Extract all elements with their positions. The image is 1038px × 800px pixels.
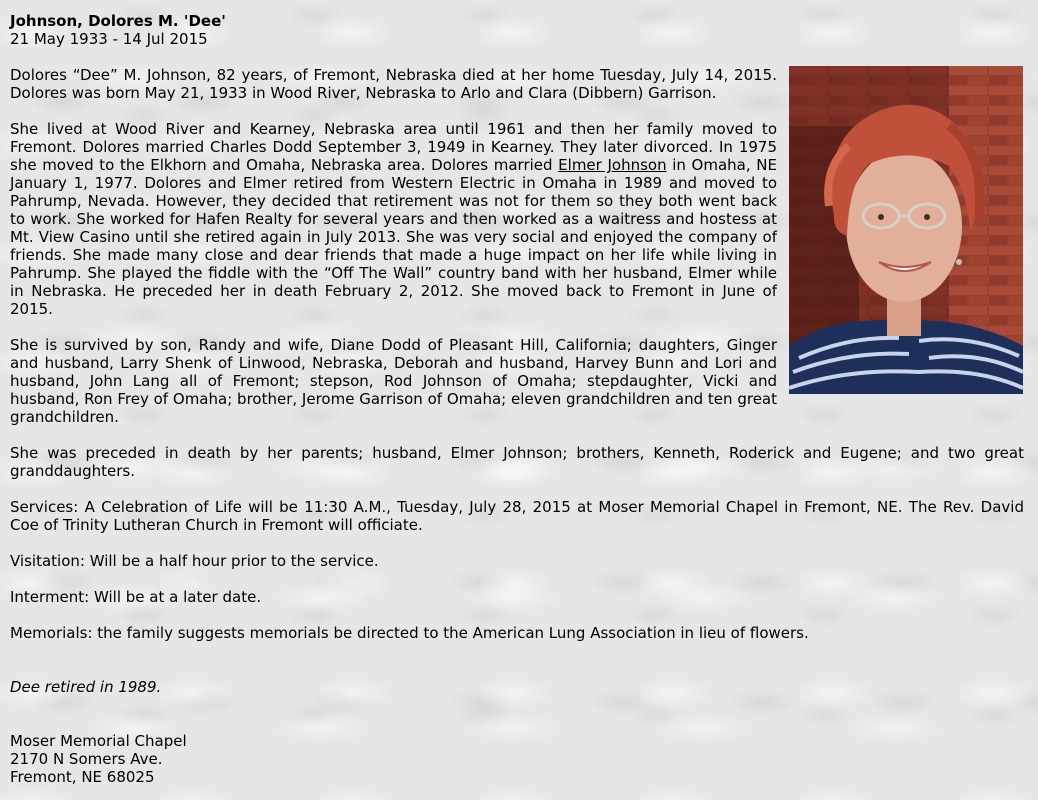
- retirement-note: Dee retired in 1989.: [10, 678, 162, 696]
- paragraph-life-text-after: in Omaha, NE January 1, 1977. Dolores and Elmer retired from Western Electric in Omaha in 1989 and moved to Pahrump, Nevada. However, they decided that retirement was not for them so they both went back to work. She worked for Hafen Realty for several years and then worked as a waitress and hostess at Mt. View Casino until she retired again in July 2013. She was very social and enjoyed the company of friends. She made many close and dear friends that made a huge impact on her life while living in Pahrump. She played the fiddle with the “Off The Wall” country band with her husband, Elmer while in Nebraska. He preceded her in death February 2, 2012. She moved back to Fremont in June of 2015.: [10, 156, 777, 318]
- address-line-city: Fremont, NE 68025: [10, 768, 155, 786]
- spacer: [10, 48, 1024, 66]
- paragraph-survivors: She is survived by son, Randy and wife, Diane Dodd of Pleasant Hill, California; daughters, Ginger and husband, Larry Shenk of Linwood, Nebraska, Deborah and husband, Harvey Bunn and Lori and husband, John Lang all of Fremont; stepson, Rod Johnson of Omaha; stepdaughter, Vicki and husband, Ron Frey of Omaha; brother, Jerome Garrison of Omaha; eleven grandchildren and ten great grandchildren.: [10, 336, 777, 426]
- funeral-home-address: [10, 732, 1024, 786]
- life-dates: 21 May 1933 - 14 Jul 2015: [10, 30, 208, 48]
- paragraph-life-text-before: She lived at Wood River and Kearney, Nebraska area until 1961 and then her family moved to Fremont. Dolores married Charles Dodd September 3, 1949 in Kearney. They later divorced. In 1975 she moved to the Elkhorn and Omaha, Nebraska area. Dolores married: [10, 120, 777, 174]
- address-line-street: 2170 N Somers Ave.: [10, 750, 163, 768]
- paragraph-interment: Interment: Will be at a later date.: [10, 588, 262, 606]
- obituary-page: [10, 12, 1024, 786]
- obituary-name: Johnson, Dolores M. 'Dee': [10, 12, 226, 30]
- elmer-johnson-link[interactable]: Elmer Johnson: [558, 156, 667, 174]
- paragraph-memorials: Memorials: the family suggests memorials be directed to the American Lung Association in lieu of flowers.: [10, 624, 809, 642]
- address-line-name: Moser Memorial Chapel: [10, 732, 187, 750]
- portrait-photo: [789, 66, 1023, 394]
- paragraph-services: Services: A Celebration of Life will be 11:30 A.M., Tuesday, July 28, 2015 at Moser Memorial Chapel in Fremont, NE. The Rev. David Coe of Trinity Lutheran Church in Fremont will officiate.: [10, 498, 1024, 534]
- paragraph-birth: Dolores “Dee” M. Johnson, 82 years, of Fremont, Nebraska died at her home Tuesday, July 14, 2015. Dolores was born May 21, 1933 in Wood River, Nebraska to Arlo and Clara (Dibbern) Garrison.: [10, 66, 777, 102]
- paragraph-preceded: She was preceded in death by her parents; husband, Elmer Johnson; brothers, Kenneth, Roderick and Eugene; and two great granddaughters.: [10, 444, 1024, 480]
- portrait-image: [789, 66, 1023, 394]
- paragraph-visitation: Visitation: Will be a half hour prior to the service.: [10, 552, 379, 570]
